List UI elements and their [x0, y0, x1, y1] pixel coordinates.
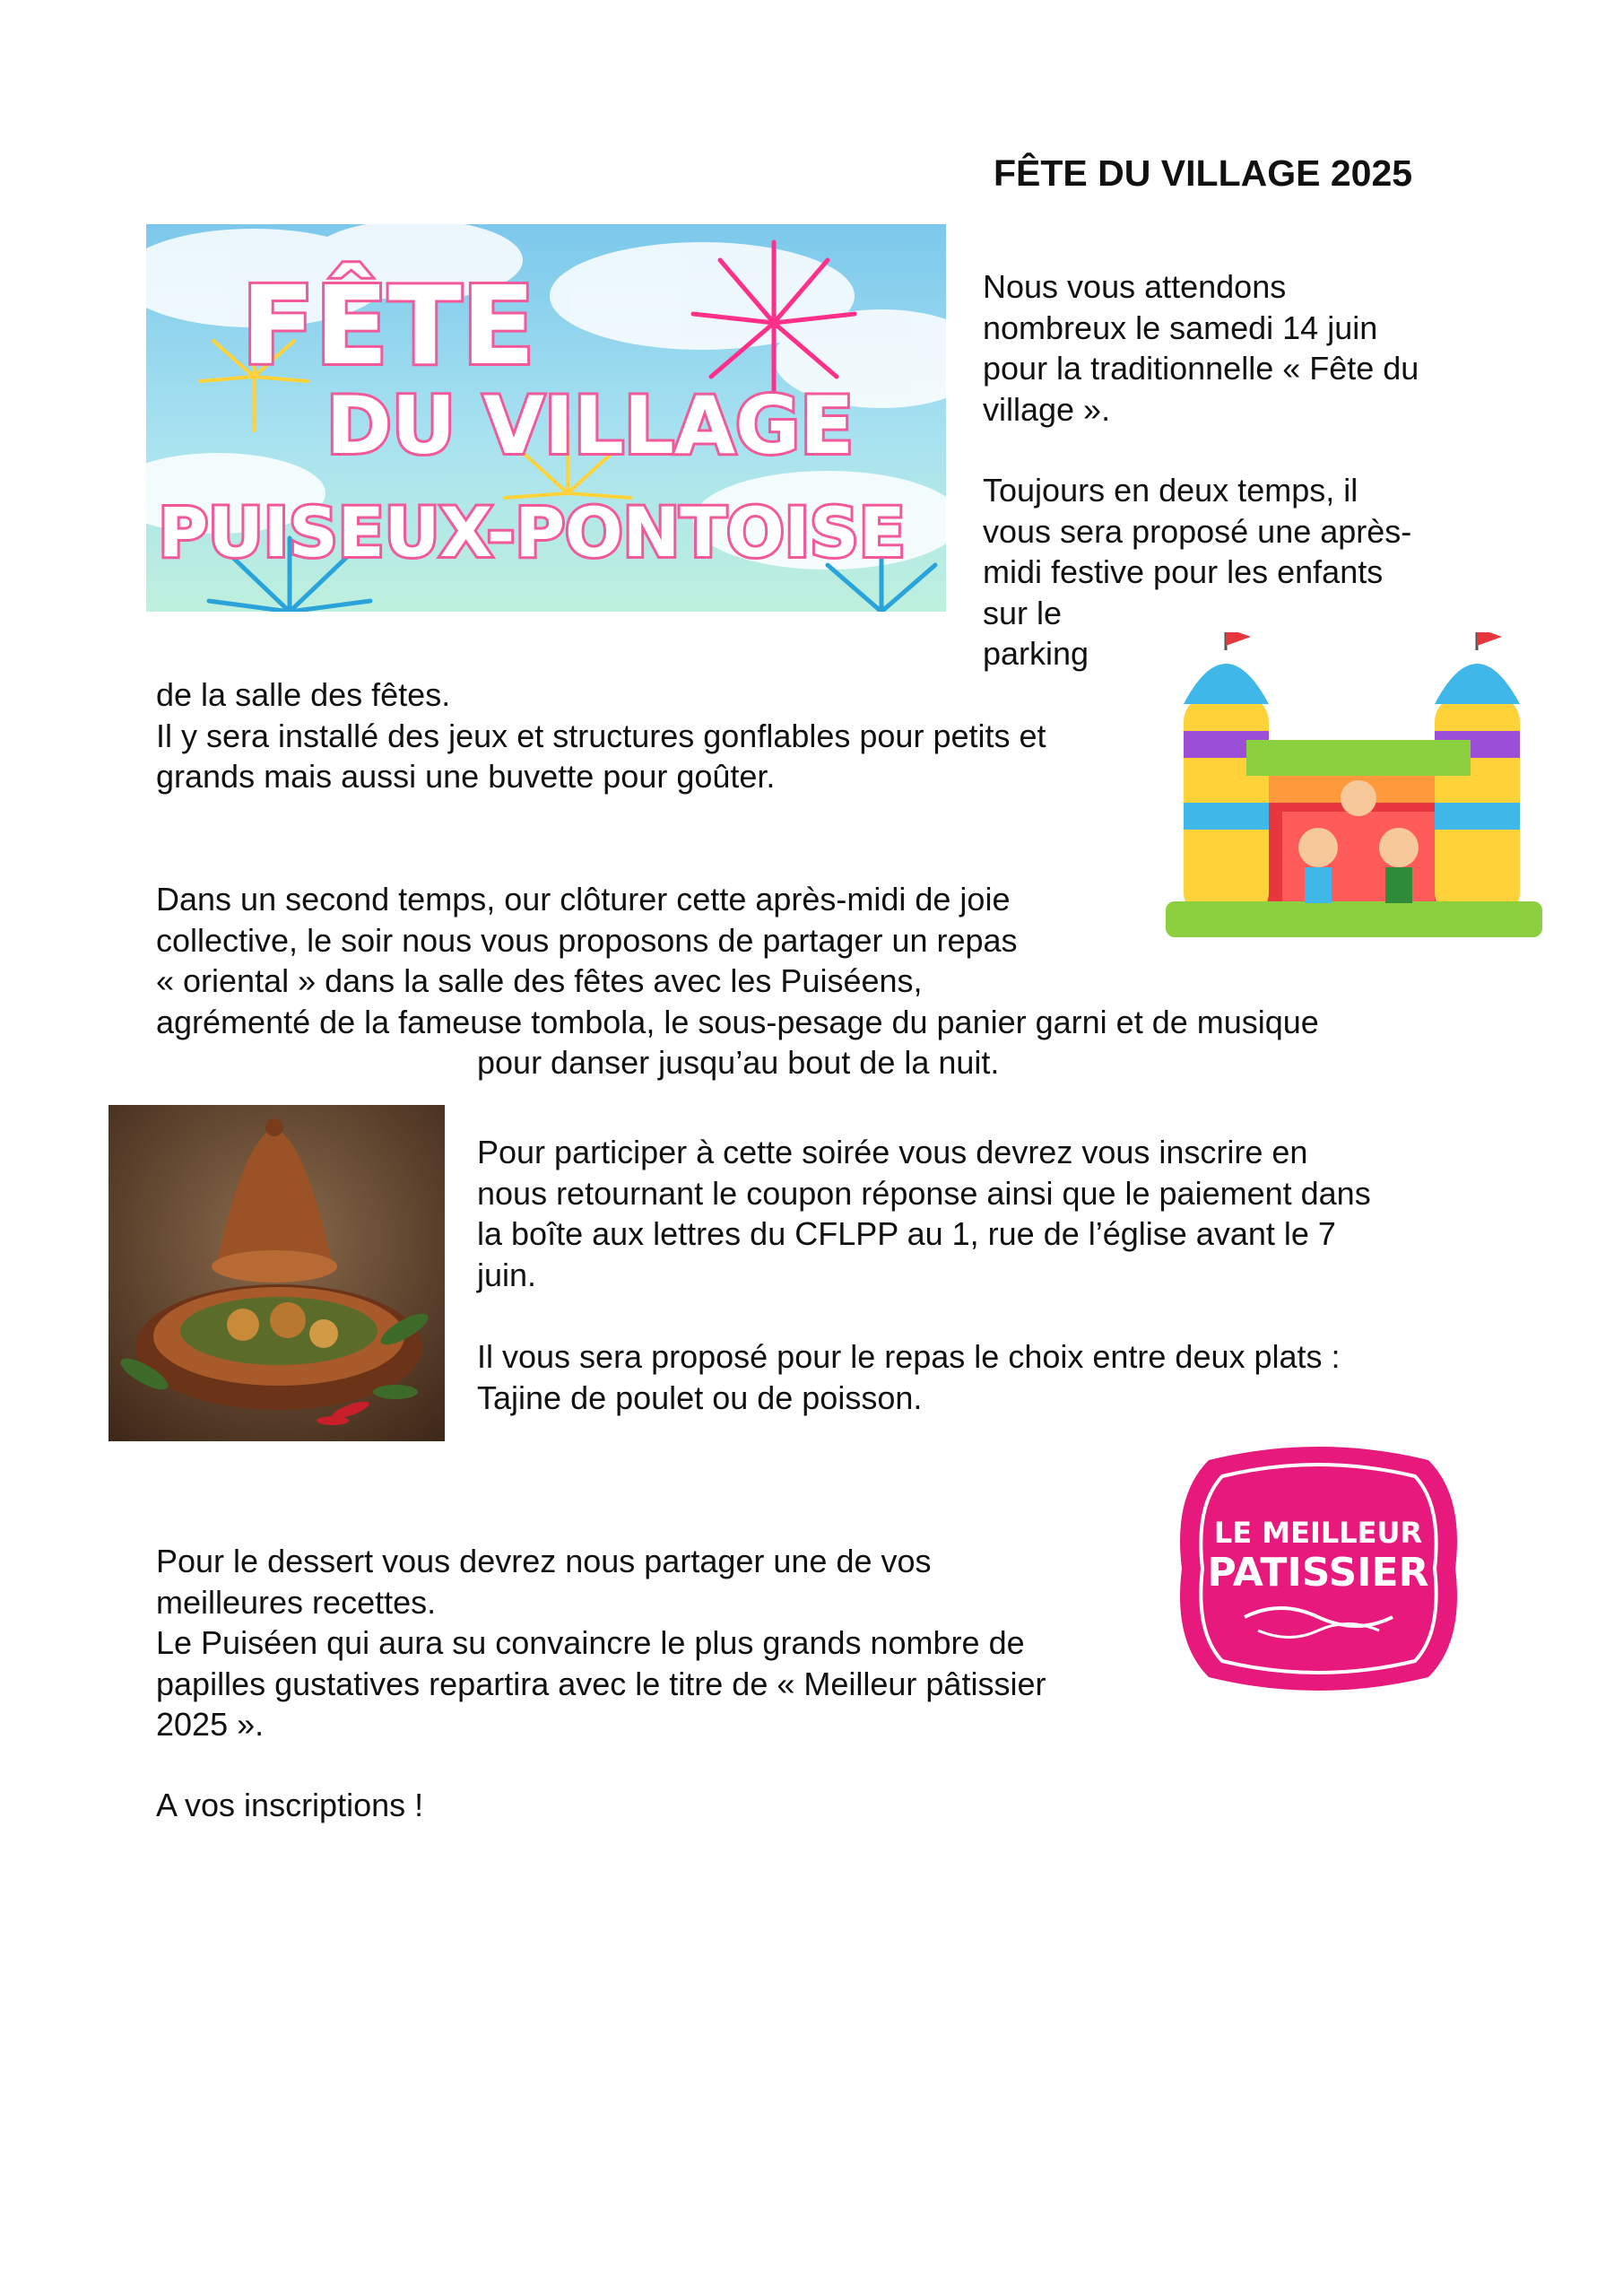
- banner-line-1: FÊTE: [241, 265, 535, 389]
- dessert-paragraph: Pour le dessert vous devrez nous partager une de vos meilleures recettes. Le Puiséen qui aura su convaincre le plus grands nombre de papilles gustatives repartira avec le titre de « Meilleur pâtissier 2025 ».: [156, 1543, 1046, 1743]
- afternoon-paragraph-right: Toujours en deux temps, il vous sera proposé une après- midi festive pour les enfants sur le parking: [983, 472, 1412, 672]
- evening-paragraph: Dans un second temps, our clôturer cette après-midi de joie collective, le soir nous vous proposons de partager un repas « oriental » dans la salle des fêtes avec les Puiséens, agrémenté de la fameuse tombola, le sous-pesage du panier garni et de musique: [156, 881, 1319, 1040]
- afternoon-paragraph-full: de la salle des fêtes. Il y sera installé des jeux et structures gonflables pour petits et grands mais aussi une buvette pour goûter.: [156, 676, 1046, 795]
- banner-line-2: DU VILLAGE: [325, 379, 855, 472]
- intro-paragraph: Nous vous attendons nombreux le samedi 14 juin pour la traditionnelle « Fête du village ».: [983, 268, 1419, 428]
- banner-graphic: [146, 224, 946, 612]
- page-title: FÊTE DU VILLAGE 2025: [994, 152, 1413, 194]
- meilleur-patissier-logo: [1173, 1442, 1464, 1695]
- evening-paragraph-end: pour danser jusqu’au bout de la nuit.: [477, 1044, 1000, 1081]
- banner-line-3: PUISEUX-PONTOISE: [158, 492, 906, 572]
- closing-line: A vos inscriptions !: [156, 1787, 424, 1823]
- tajine-photo: [108, 1105, 445, 1441]
- badge-line-1: LE MEILLEUR: [1213, 1516, 1423, 1550]
- fete-du-village-banner: [146, 224, 946, 612]
- meal-paragraph: Il vous sera proposé pour le repas le choix entre deux plats : Tajine de poulet ou de poisson.: [477, 1338, 1341, 1416]
- badge-line-2: PATISSIER: [1207, 1550, 1429, 1596]
- registration-paragraph: Pour participer à cette soirée vous devrez vous inscrire en nous retournant le coupon réponse ainsi que le paiement dans la boîte aux lettres du CFLPP au 1, rue de l’église avant le 7 juin.: [477, 1134, 1371, 1293]
